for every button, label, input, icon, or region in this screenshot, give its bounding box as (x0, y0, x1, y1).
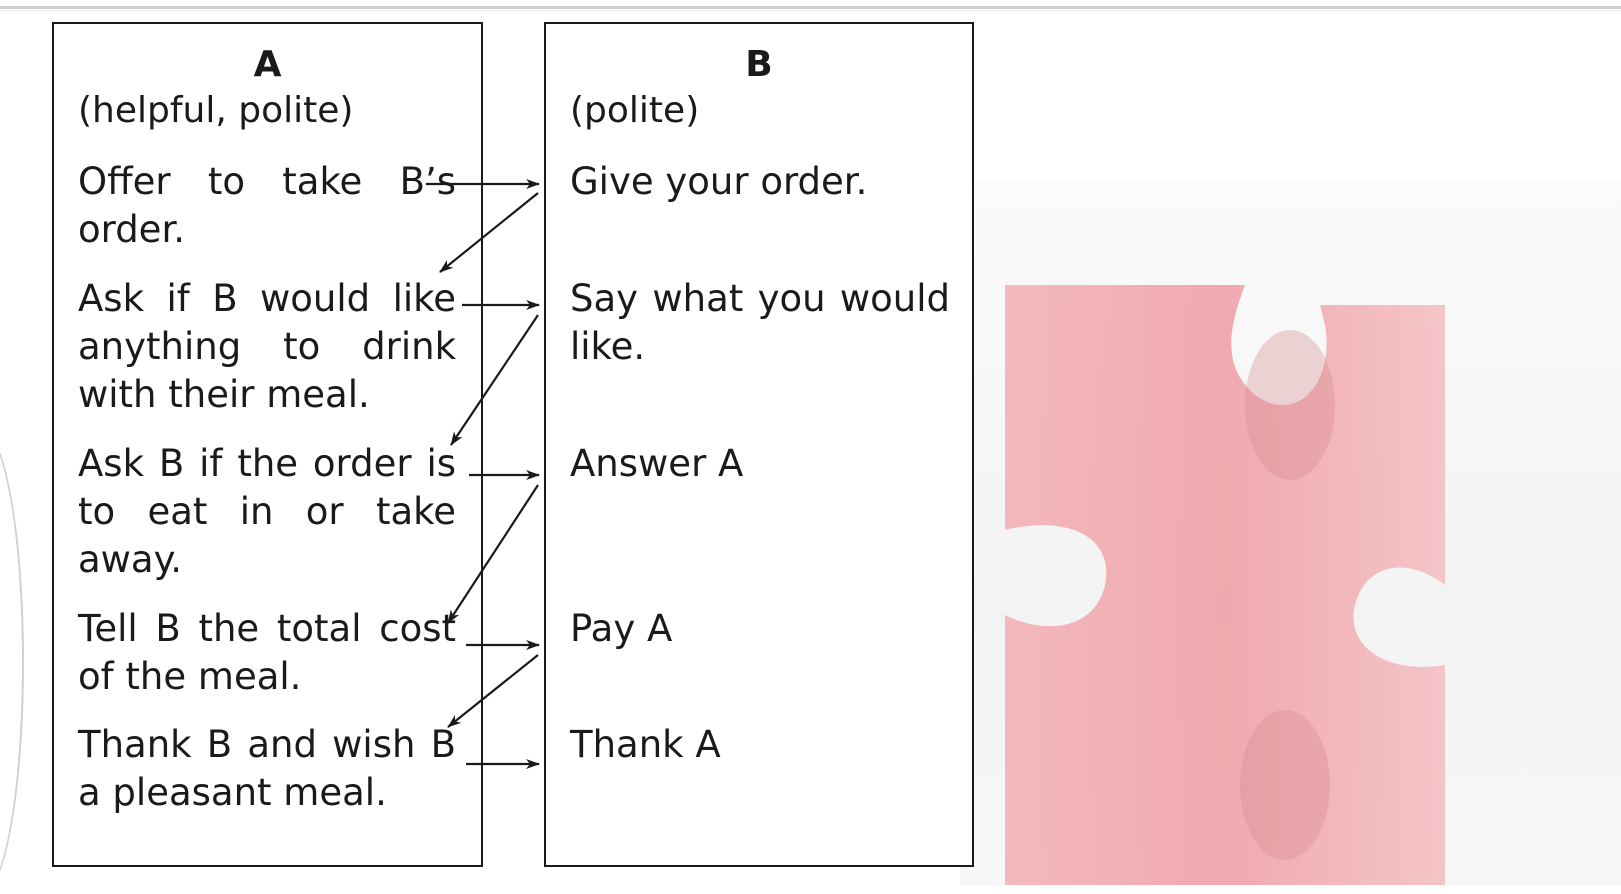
arrow-b4-to-a5 (448, 655, 538, 727)
arrow-b3-to-a4 (448, 485, 538, 623)
column-a-heading: A (253, 44, 282, 85)
column-b-heading: B (745, 44, 773, 85)
b-step-3: Answer A (570, 442, 744, 485)
arrow-b2-to-a3 (451, 315, 538, 445)
column-b-subheading: (polite) (570, 90, 700, 131)
a-step-1: Offer to take B’s order. (78, 160, 456, 251)
b-step-2: Say what you would like. (570, 277, 950, 368)
column-a-subheading: (helpful, polite) (78, 90, 354, 131)
b-step-1: Give your order. (570, 160, 868, 203)
a-step-4: Tell B the total cost of the meal. (78, 607, 456, 698)
b-step-5: Thank A (570, 723, 721, 766)
a-step-2: Ask if B would like anything to drink with their meal. (78, 277, 456, 416)
a-step-5: Thank B and wish B a pleasant meal. (78, 723, 456, 814)
arrow-b1-to-a2 (440, 193, 538, 272)
a-step-3: Ask B if the order is to eat in or take away. (78, 442, 456, 581)
b-step-4: Pay A (570, 607, 673, 650)
